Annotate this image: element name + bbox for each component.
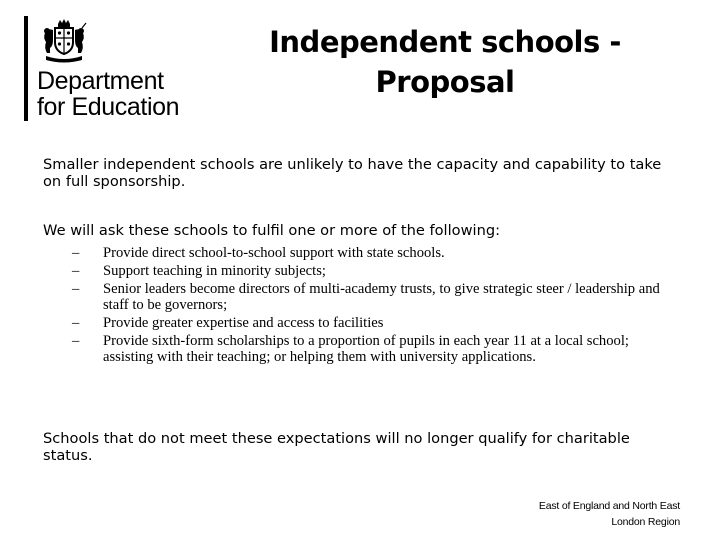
logo-divider-bar: [24, 16, 28, 121]
slide-title-line-2: Proposal: [375, 65, 515, 99]
region-footer: [539, 498, 680, 530]
bullet-dash: –: [72, 245, 80, 261]
slide-title: [240, 22, 650, 102]
footer-line-2: London Region: [611, 516, 680, 528]
list-item-text: Provide direct school-to-school support with state schools.: [103, 245, 445, 261]
list-item: [72, 333, 662, 365]
list-item-text: Provide greater expertise and access to facilities: [103, 315, 384, 331]
logo-line-2: for Education: [37, 93, 180, 121]
bullet-dash: –: [72, 315, 80, 331]
expectations-list: [72, 245, 662, 367]
list-item: [72, 245, 662, 261]
royal-coat-of-arms-icon: [38, 18, 90, 64]
list-item-text: Provide sixth-form scholarships to a proportion of pupils in each year 11 at a local school; assisting with their teaching; or helping them with university applications.: [103, 333, 629, 365]
logo-line-1: Department: [37, 67, 164, 95]
footer-line-1: East of England and North East: [538, 500, 680, 512]
bullet-dash: –: [72, 281, 80, 297]
list-item-text: Support teaching in minority subjects;: [103, 263, 326, 279]
closing-paragraph: Schools that do not meet these expectations will no longer qualify for charitable status.: [43, 430, 630, 464]
list-item-text: Senior leaders become directors of multi-academy trusts, to give strategic steer / leadership and staff to be governors;: [103, 281, 660, 313]
list-item: [72, 315, 662, 331]
expectations-paragraph: We will ask these schools to fulfil one or more of the following:: [43, 222, 501, 239]
bullet-dash: –: [72, 263, 80, 279]
list-item: [72, 281, 662, 313]
list-item: [72, 263, 662, 279]
department-for-education-logo: [24, 16, 214, 124]
slide-title-line-1: Independent schools -: [269, 25, 621, 59]
logo-wordmark: [37, 68, 179, 120]
bullet-dash: –: [72, 333, 80, 349]
intro-paragraph: Smaller independent schools are unlikely to have the capacity and capability to take on full sponsorship.: [43, 156, 662, 190]
